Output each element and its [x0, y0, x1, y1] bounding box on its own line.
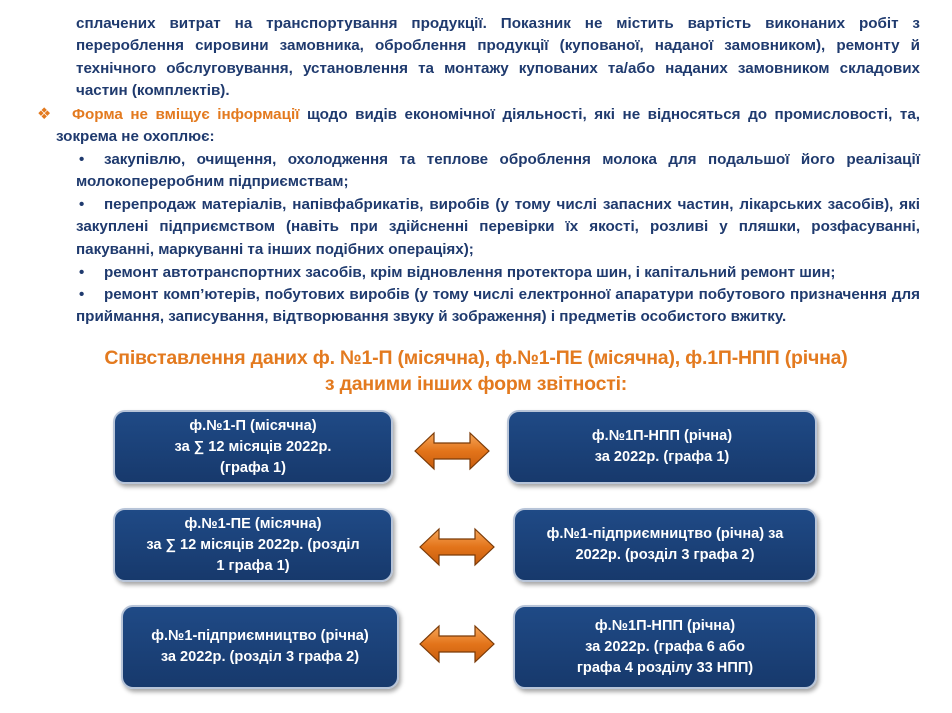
box-line: ф.№1-підприємництво (річна) за [546, 526, 784, 542]
box-line: за 2022р. (розділ 3 графа 2) [160, 649, 360, 665]
comparison-heading-line2: з даними інших форм звітності: [324, 373, 628, 395]
box-line: ф.№1-П (місячна) [189, 417, 317, 434]
box-line: ф.№1П-НПП (річна) [594, 617, 736, 634]
dot-bullet-icon: • [79, 286, 85, 303]
form-note [56, 104, 920, 149]
box-line: за ∑ 12 місяців 2022р. [174, 438, 332, 455]
dot-bullet-icon: • [79, 151, 85, 168]
box-line: 2022р. (розділ 3 графа 2) [575, 547, 755, 563]
double-arrow-icon [419, 527, 495, 567]
box-line: графа 4 розділу 33 НПП) [576, 659, 754, 676]
form-box-left [113, 410, 393, 484]
box-line: 1 графа 1) [216, 557, 290, 574]
comparison-heading-line1: Співставлення даних ф. №1-П (місячна), ф.№1-ПЕ (місячна), ф.1П-НПП (річна) [104, 347, 848, 369]
form-box-left [121, 605, 399, 689]
box-line: ф.№1-підприємництво (річна) [151, 628, 369, 644]
box-line: ф.№1П-НПП (річна) [591, 428, 733, 444]
double-arrow-icon [414, 431, 490, 471]
form-box-right [513, 508, 817, 582]
box-line: за 2022р. (графа 6 або [585, 638, 745, 655]
intro-paragraph: сплачених витрат на транспортування продукції. Показник не містить вартість виконаних робіт з перероблення сировини замовника, оброблення продукції (купованої, наданої замовником), ремонту й технічного обслуговування, установлення та монтажу купованих та/або наданих замовником складових частин (комплектів). [76, 15, 920, 100]
diamond-bullet-icon: ❖ [37, 106, 52, 123]
form-note-highlight: Форма не вміщує інформації [72, 106, 300, 123]
bullet-item: ремонт автотранспортних засобів, крім відновлення протектора шин, і капітальний ремонт шин; [104, 264, 836, 281]
bullet-item: закупівлю, очищення, охолодження та теплове оброблення молока для подальшої його реалізації молокопереробним підприємствам; [76, 151, 920, 191]
double-arrow-icon [419, 624, 495, 664]
form-box-left [113, 508, 393, 582]
box-line: (графа 1) [220, 459, 286, 476]
bullet-item: ремонт комп’ютерів, побутових виробів (у тому числі електронної апаратури побутового призначення для приймання, записування, відтворювання звуку й зображення) і предметів особистого вжитку. [76, 286, 920, 326]
form-box-right [513, 605, 817, 689]
box-line: за 2022р. (графа 1) [594, 449, 730, 465]
dot-bullet-icon: • [79, 196, 85, 213]
box-line: за ∑ 12 місяців 2022р. (розділ [146, 536, 360, 553]
form-box-right [507, 410, 817, 484]
box-line: ф.№1-ПЕ (місячна) [184, 515, 322, 532]
form-note-rest: щодо видів економічної діяльності, які не відносяться до промисловості, та, зокрема не охоплює: [56, 106, 920, 146]
dot-bullet-icon: • [79, 264, 85, 281]
bullet-item: перепродаж матеріалів, напівфабрикатів, виробів (у тому числі запасних частин, лікарських засобів), які закуплені підприємством (навіть при здійсненні перевірки їх якості, розливі у пляшки, розфасуванні, пакуванні, маркуванні та інших подібних операціях); [76, 196, 920, 258]
